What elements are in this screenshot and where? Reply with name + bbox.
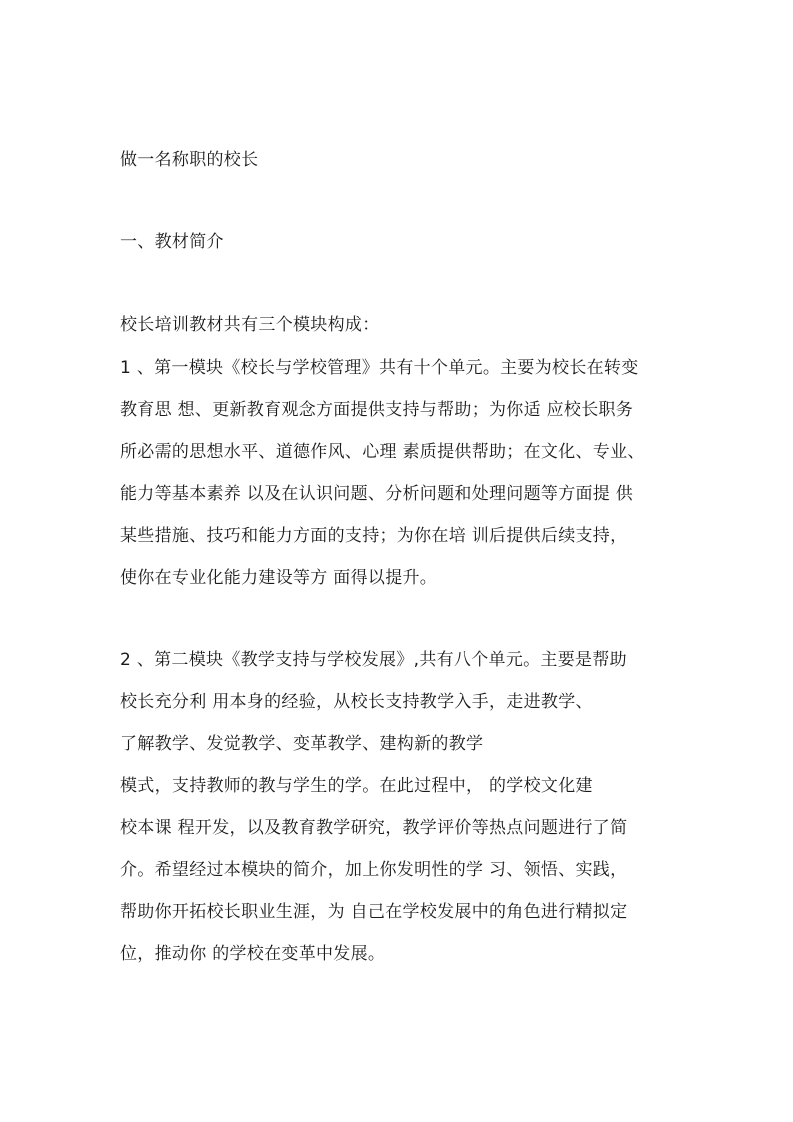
paragraph-line: 校本课 程开发，以及教育教学研究，教学评价等热点问题进行了简: [120, 818, 628, 838]
paragraph-line: 所必需的思想水平、道德作风、心理 素质提供帮助；在文化、专业、: [120, 442, 645, 462]
paragraph-line: 能力等基本素养 以及在认识问题、分析问题和处理问题等方面提 供: [120, 484, 634, 504]
paragraph-line: 帮助你开拓校长职业生涯，为 自己在学校发展中的角色进行精拟定: [120, 902, 628, 922]
paragraph-line: 了解教学、发觉教学、变革教学、建构新的教学: [120, 734, 484, 754]
intro-paragraph: 校长培训教材共有三个模块构成：: [120, 315, 380, 335]
paragraph-line: 使你在专业化能力建设等方 面得以提升。: [120, 568, 438, 588]
document-title: 做一名称职的校长: [120, 150, 259, 170]
paragraph-line: 1 、第一模块《校长与学校管理》共有十个单元。主要为校长在转变: [120, 358, 639, 378]
section-heading: 一、教材简介: [120, 232, 224, 252]
paragraph-line: 教育思 想、更新教育观念方面提供支持与帮助；为你适 应校长职务: [120, 400, 634, 420]
paragraph-line: 介。希望经过本模块的简介，加上你发明性的学 习、领悟、实践，: [120, 860, 628, 880]
paragraph-line: 校长充分利 用本身的经验，从校长支持教学入手，走进教学、: [120, 692, 593, 712]
paragraph-line: 2 、第二模块《教学支持与学校发展》,共有八个单元。主要是帮助: [120, 650, 627, 670]
paragraph-line: 某些措施、技巧和能力方面的支持；为你在培 训后提供后续支持，: [120, 526, 628, 546]
paragraph-line: 模式，支持教师的教与学生的学。在此过程中， 的学校文化建: [120, 776, 593, 796]
paragraph-line: 位，推动你 的学校在变革中发展。: [120, 944, 386, 964]
